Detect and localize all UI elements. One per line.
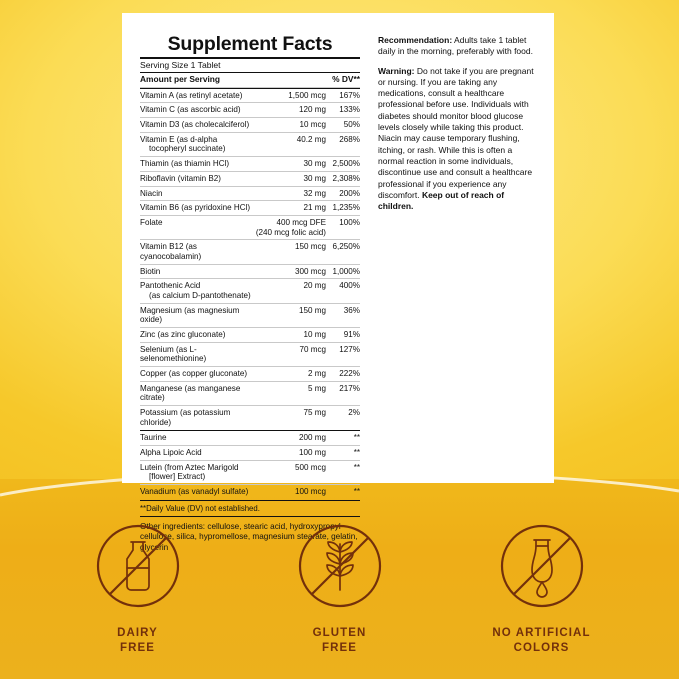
row-dv: 200% [326,186,360,201]
row-name: Selenium (as L-selenomethionine) [140,342,256,366]
row-dv: 50% [326,118,360,133]
table-row [140,342,360,366]
table-row [140,264,360,279]
table-row [140,132,360,156]
table-row [140,186,360,201]
table-row [140,89,360,103]
row-name-line1: Vitamin E (as d-alpha [140,134,218,144]
serving-size: Serving Size 1 Tablet [140,59,221,70]
table-row [140,445,360,460]
row-name [140,279,256,303]
row-amount: 2 mg [256,366,326,381]
badge-colors-label-line1: NO ARTIFICIAL [492,626,591,639]
row-name: Riboflavin (vitamin B2) [140,171,256,186]
row-dv: 2,500% [326,157,360,172]
table-row [140,279,360,303]
row-amount: 21 mg [256,201,326,216]
table-row [140,157,360,172]
supplement-label-card [122,13,554,552]
row-dv: 91% [326,327,360,342]
row-amount: 70 mcg [256,342,326,366]
row-dv: ** [326,431,360,445]
dropper-crossed-out-icon [494,518,590,614]
row-name: Biotin [140,264,256,279]
row-name: Niacin [140,186,256,201]
row-amount: 10 mg [256,327,326,342]
row-name [140,460,264,484]
wheat-crossed-out-icon [292,518,388,614]
row-name: Manganese (as manganese citrate) [140,381,256,405]
row-dv: 36% [326,303,360,327]
table-row [140,366,360,381]
badge-no-artificial-colors [472,516,612,657]
recommendation-text: Adults take 1 tablet daily in the morning, preferably with food. [378,35,533,57]
dv-header: % DV** [326,73,360,88]
table-row [140,103,360,118]
row-dv: 268% [326,132,360,156]
row-amount: 200 mg [264,431,326,445]
nutrient-table [140,73,360,88]
row-amount: 10 mcg [256,118,326,133]
row-name: Vitamin B6 (as pyridoxine HCl) [140,201,256,216]
row-name: Vitamin A (as retinyl acetate) [140,89,256,103]
row-dv: 127% [326,342,360,366]
recommendation-paragraph [378,35,536,58]
table-row [140,460,360,484]
row-amount: 150 mg [256,303,326,327]
table-header-row [140,73,360,88]
row-amount: 40.2 mg [256,132,326,156]
row-name: Vanadium (as vanadyl sulfate) [140,487,249,497]
badge-gluten-label-line2: FREE [321,642,358,655]
supplement-facts-title: Supplement Facts [167,33,333,55]
badge-gluten-label-line1: GLUTEN [312,626,367,639]
row-amount: 100 mg [264,445,326,460]
row-amount: 500 mcg [264,460,326,484]
row-name-line2: tocopheryl succinate) [149,144,226,154]
row-amount: 5 mg [256,381,326,405]
table-row [140,381,360,405]
row-dv: ** [353,487,360,497]
warning-text: Do not take if you are pregnant or nursing. If you are taking any medications, consult a healthcare professional before use. Individuals with diabetes should monitor blood glucose levels closely while taking this product. Niacin may cause temporary flushing, itching, or rash. While this is often a normal reaction in some individuals, discontinue use and consult a healthcare professional if you experience any discomfort. [378,65,534,200]
row-name: Copper (as copper gluconate) [140,366,256,381]
badge-dairy-label-line2: FREE [119,642,156,655]
row-amount [256,216,326,240]
row-name: Vitamin B12 (as cyanocobalamin) [140,240,256,264]
row-dv: 400% [326,279,360,303]
row-dv: 222% [326,366,360,381]
table-row [140,484,360,498]
warning-bold-tail: Keep out of reach of children. [378,189,505,212]
row-dv: 1,000% [326,264,360,279]
secondary-nutrient-rows [140,431,360,498]
table-row [140,216,360,240]
table-row [140,303,360,327]
warning-label: Warning: [378,65,415,76]
row-amount: 300 mcg [256,264,326,279]
row-dv: ** [326,445,360,460]
table-row [140,405,360,429]
row-amount: 1,500 mcg [256,89,326,103]
row-dv: 217% [326,381,360,405]
row-dv: 2,308% [326,171,360,186]
badge-colors-label-line2: COLORS [513,642,570,655]
row-amount-line2: (240 mcg folic acid) [255,227,326,237]
nutrient-rows [140,89,360,430]
table-row [140,327,360,342]
row-name: Taurine [140,431,264,445]
row-amount: 20 mg [256,279,326,303]
row-amount-line1: 400 mcg DFE [276,218,326,228]
row-amount: 100 mcg [294,487,326,497]
row-name: Magnesium (as magnesium oxide) [140,303,256,327]
row-dv: 167% [326,89,360,103]
row-amount: 75 mg [303,408,326,417]
row-name-line2: [flower] Extract) [149,472,206,482]
other-ingredients: Other ingredients: cellulose, stearic acid, hydroxypropyl cellulose, silica, hypromellose, magnesium stearate, gelatin, glycerin [140,521,358,552]
row-name: Potassium (as potassium chloride) [140,408,231,427]
row-name: Folate [140,216,256,240]
row-name [140,132,256,156]
row-amount: 30 mg [256,157,326,172]
badge-dairy-free [68,516,208,657]
bottle-crossed-out-icon [90,518,186,614]
row-dv: 6,250% [326,240,360,264]
row-dv: 1,235% [326,201,360,216]
row-name: Vitamin C (as ascorbic acid) [140,103,256,118]
row-dv: 100% [326,216,360,240]
row-amount: 32 mg [256,186,326,201]
table-row [140,171,360,186]
supplement-facts-panel [140,35,360,553]
row-name: Vitamin D3 (as cholecalciferol) [140,118,256,133]
row-dv: 133% [326,103,360,118]
amount-per-serving-header: Amount per Serving [140,73,264,88]
row-name-line1: Pantothenic Acid [140,281,201,291]
table-row [140,118,360,133]
table-row [140,240,360,264]
row-name: Thiamin (as thiamin HCl) [140,157,256,172]
row-dv: 2% [348,408,360,417]
row-name-line2: (as calcium D-pantothenate) [149,290,251,300]
recommendation-label: Recommendation: [378,35,453,45]
row-amount: 30 mg [256,171,326,186]
row-amount: 150 mcg [256,240,326,264]
row-name-line1: Lutein (from Aztec Marigold [140,462,239,472]
row-name: Zinc (as zinc gluconate) [140,327,256,342]
row-amount: 120 mg [256,103,326,118]
row-name: Alpha Lipoic Acid [140,445,264,460]
directions-and-warning [378,35,536,220]
warning-paragraph [378,66,536,213]
row-dv: ** [326,460,360,484]
table-row [140,431,360,445]
claims-badges [0,516,679,657]
badge-gluten-free [270,516,410,657]
daily-value-footnote: **Daily Value (DV) not established. [140,503,260,513]
badge-dairy-label-line1: DAIRY [117,626,158,639]
table-row [140,201,360,216]
